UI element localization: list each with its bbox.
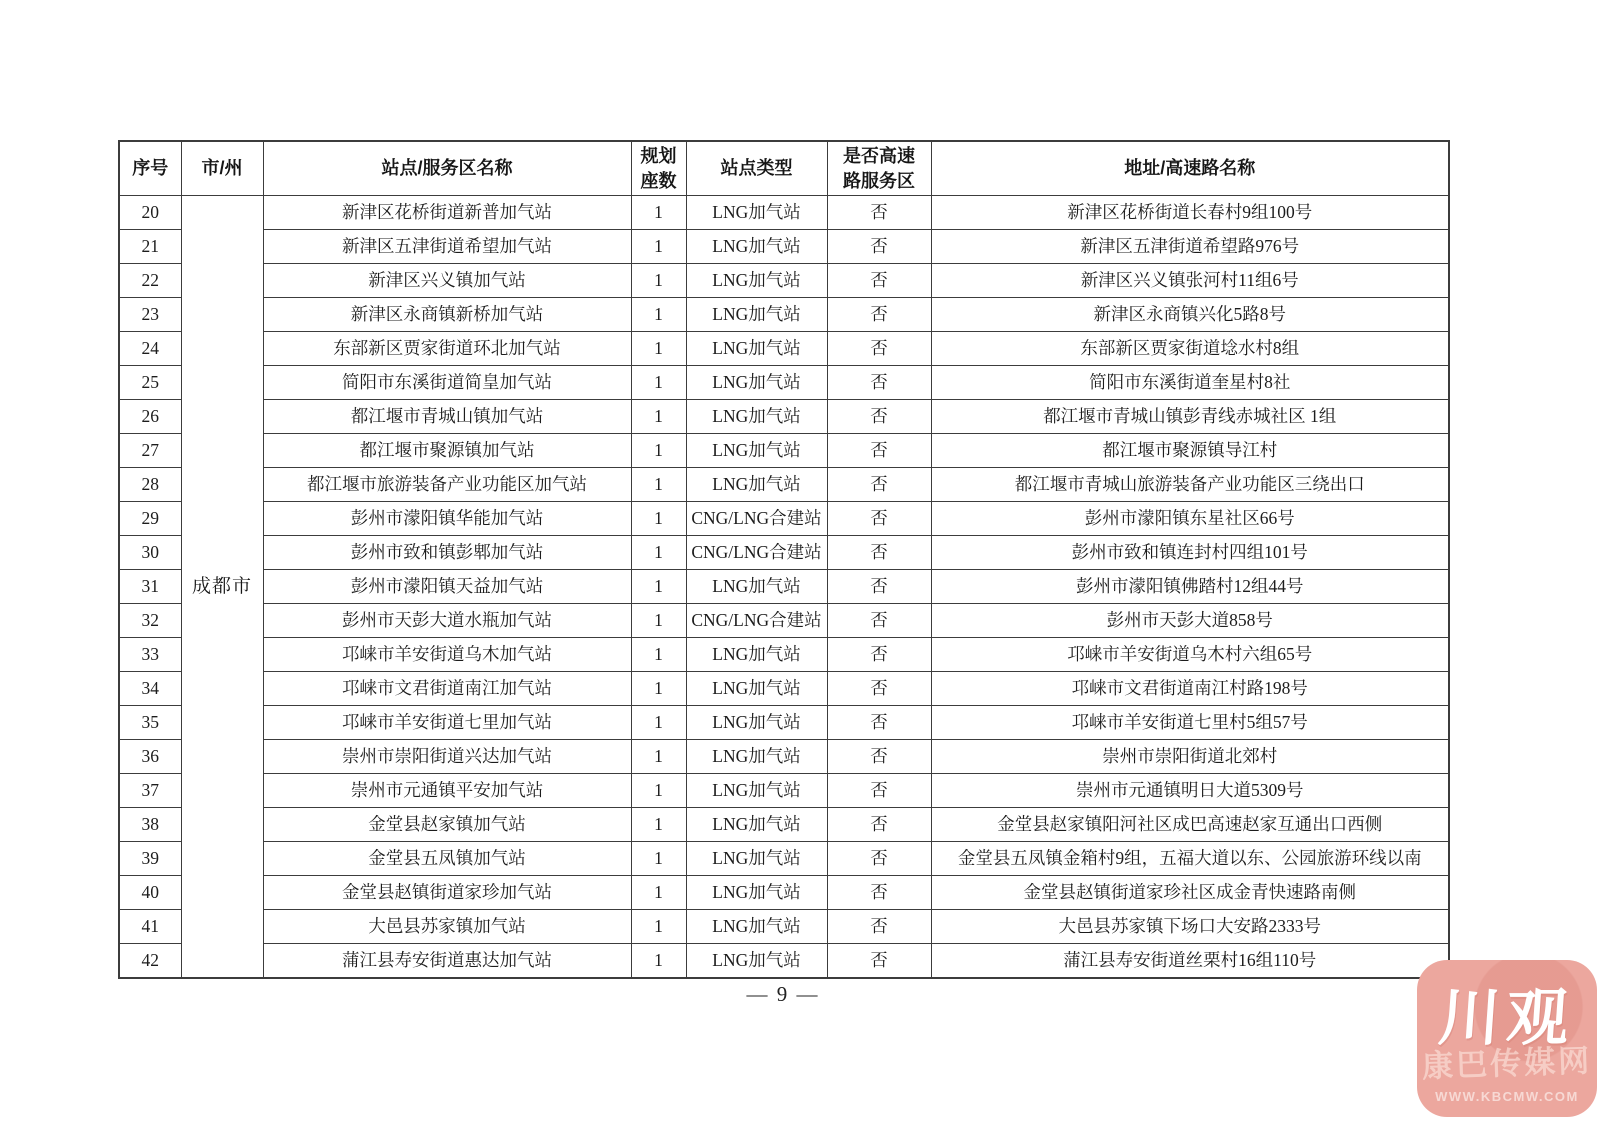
cell-planned-seats: 1 — [631, 638, 686, 672]
cell-planned-seats: 1 — [631, 842, 686, 876]
cell-planned-seats: 1 — [631, 502, 686, 536]
table-row — [119, 400, 1449, 434]
table-row — [119, 570, 1449, 604]
cell-station-name: 都江堰市青城山镇加气站 — [263, 400, 631, 434]
cell-serial-number: 32 — [119, 604, 181, 638]
cell-station-name: 彭州市致和镇彭郫加气站 — [263, 536, 631, 570]
table-row — [119, 196, 1449, 230]
cell-station-type: CNG/LNG合建站 — [686, 604, 827, 638]
cell-address: 彭州市濛阳镇佛踏村12组44号 — [931, 570, 1449, 604]
header-serial-number: 序号 — [119, 141, 181, 196]
cell-serial-number: 23 — [119, 298, 181, 332]
cell-address: 都江堰市青城山旅游装备产业功能区三绕出口 — [931, 468, 1449, 502]
cell-station-type: LNG加气站 — [686, 468, 827, 502]
cell-planned-seats: 1 — [631, 230, 686, 264]
cell-address: 东部新区贾家街道埝水村8组 — [931, 332, 1449, 366]
cell-station-name: 崇州市崇阳街道兴达加气站 — [263, 740, 631, 774]
cell-station-name: 新津区永商镇新桥加气站 — [263, 298, 631, 332]
cell-highway-flag: 否 — [827, 910, 931, 944]
cell-address: 彭州市天彭大道858号 — [931, 604, 1449, 638]
cell-highway-flag: 否 — [827, 434, 931, 468]
cell-highway-flag: 否 — [827, 672, 931, 706]
cell-station-type: LNG加气站 — [686, 774, 827, 808]
cell-address: 崇州市元通镇明日大道5309号 — [931, 774, 1449, 808]
watermark-site-name: 康巴传媒网 — [1421, 1043, 1593, 1084]
cell-highway-flag: 否 — [827, 808, 931, 842]
cell-station-type: LNG加气站 — [686, 332, 827, 366]
table-row — [119, 366, 1449, 400]
cell-address: 邛崃市文君街道南江村路198号 — [931, 672, 1449, 706]
cell-station-name: 彭州市濛阳镇华能加气站 — [263, 502, 631, 536]
cell-station-name: 金堂县赵镇街道家珍加气站 — [263, 876, 631, 910]
cell-planned-seats: 1 — [631, 570, 686, 604]
cell-station-type: LNG加气站 — [686, 842, 827, 876]
cell-station-name: 新津区五津街道希望加气站 — [263, 230, 631, 264]
cell-station-type: LNG加气站 — [686, 638, 827, 672]
cell-station-name: 彭州市濛阳镇天益加气站 — [263, 570, 631, 604]
cell-planned-seats: 1 — [631, 808, 686, 842]
cell-serial-number: 36 — [119, 740, 181, 774]
cell-serial-number: 38 — [119, 808, 181, 842]
cell-address: 金堂县赵家镇阳河社区成巴高速赵家互通出口西侧 — [931, 808, 1449, 842]
header-planned-seats: 规划座数 — [631, 141, 686, 196]
cell-serial-number: 29 — [119, 502, 181, 536]
cell-station-type: CNG/LNG合建站 — [686, 502, 827, 536]
table-row — [119, 842, 1449, 876]
cell-address: 大邑县苏家镇下场口大安路2333号 — [931, 910, 1449, 944]
cell-station-name: 东部新区贾家街道环北加气站 — [263, 332, 631, 366]
cell-station-type: LNG加气站 — [686, 298, 827, 332]
cell-serial-number: 41 — [119, 910, 181, 944]
table-row — [119, 604, 1449, 638]
cell-serial-number: 35 — [119, 706, 181, 740]
city-cell: 成都市 — [181, 196, 263, 979]
cell-station-type: LNG加气站 — [686, 706, 827, 740]
header-station-type: 站点类型 — [686, 141, 827, 196]
cell-serial-number: 28 — [119, 468, 181, 502]
cell-planned-seats: 1 — [631, 740, 686, 774]
cell-serial-number: 25 — [119, 366, 181, 400]
cell-planned-seats: 1 — [631, 434, 686, 468]
table-row — [119, 264, 1449, 298]
cell-station-name: 金堂县赵家镇加气站 — [263, 808, 631, 842]
cell-station-type: LNG加气站 — [686, 264, 827, 298]
cell-planned-seats: 1 — [631, 672, 686, 706]
cell-station-type: LNG加气站 — [686, 434, 827, 468]
cell-address: 新津区五津街道希望路976号 — [931, 230, 1449, 264]
cell-highway-flag: 否 — [827, 366, 931, 400]
gas-station-table — [118, 140, 1450, 979]
cell-highway-flag: 否 — [827, 502, 931, 536]
table-row — [119, 808, 1449, 842]
cell-highway-flag: 否 — [827, 706, 931, 740]
cell-station-type: LNG加气站 — [686, 944, 827, 979]
table-row — [119, 230, 1449, 264]
cell-station-name: 邛崃市文君街道南江加气站 — [263, 672, 631, 706]
table-row — [119, 774, 1449, 808]
cell-highway-flag: 否 — [827, 774, 931, 808]
cell-address: 邛崃市羊安街道乌木村六组65号 — [931, 638, 1449, 672]
cell-station-type: LNG加气站 — [686, 196, 827, 230]
cell-planned-seats: 1 — [631, 706, 686, 740]
cell-planned-seats: 1 — [631, 944, 686, 979]
cell-serial-number: 22 — [119, 264, 181, 298]
cell-address: 邛崃市羊安街道七里村5组57号 — [931, 706, 1449, 740]
cell-station-name: 新津区花桥街道新普加气站 — [263, 196, 631, 230]
cell-highway-flag: 否 — [827, 740, 931, 774]
header-highway-service-area: 是否高速路服务区 — [827, 141, 931, 196]
cell-serial-number: 31 — [119, 570, 181, 604]
cell-highway-flag: 否 — [827, 536, 931, 570]
cell-planned-seats: 1 — [631, 468, 686, 502]
table-row — [119, 536, 1449, 570]
cell-station-type: LNG加气站 — [686, 876, 827, 910]
watermark-badge — [1417, 960, 1597, 1117]
cell-serial-number: 26 — [119, 400, 181, 434]
cell-planned-seats: 1 — [631, 876, 686, 910]
cell-station-name: 崇州市元通镇平安加气站 — [263, 774, 631, 808]
cell-station-name: 彭州市天彭大道水瓶加气站 — [263, 604, 631, 638]
cell-address: 新津区永商镇兴化5路8号 — [931, 298, 1449, 332]
cell-station-name: 大邑县苏家镇加气站 — [263, 910, 631, 944]
cell-serial-number: 42 — [119, 944, 181, 979]
cell-serial-number: 34 — [119, 672, 181, 706]
cell-station-name: 邛崃市羊安街道乌木加气站 — [263, 638, 631, 672]
table-row — [119, 740, 1449, 774]
cell-station-type: LNG加气站 — [686, 740, 827, 774]
cell-highway-flag: 否 — [827, 332, 931, 366]
cell-serial-number: 20 — [119, 196, 181, 230]
cell-planned-seats: 1 — [631, 604, 686, 638]
cell-address: 金堂县赵镇街道家珍社区成金青快速路南侧 — [931, 876, 1449, 910]
cell-address: 简阳市东溪街道奎星村8社 — [931, 366, 1449, 400]
table-row — [119, 706, 1449, 740]
table-row — [119, 332, 1449, 366]
table-row — [119, 876, 1449, 910]
cell-serial-number: 30 — [119, 536, 181, 570]
table-row — [119, 910, 1449, 944]
cell-planned-seats: 1 — [631, 910, 686, 944]
cell-station-name: 都江堰市旅游装备产业功能区加气站 — [263, 468, 631, 502]
cell-planned-seats: 1 — [631, 774, 686, 808]
cell-station-type: LNG加气站 — [686, 366, 827, 400]
cell-planned-seats: 1 — [631, 332, 686, 366]
table-row — [119, 944, 1449, 979]
cell-serial-number: 21 — [119, 230, 181, 264]
cell-highway-flag: 否 — [827, 944, 931, 979]
cell-station-type: LNG加气站 — [686, 570, 827, 604]
cell-station-type: LNG加气站 — [686, 230, 827, 264]
cell-highway-flag: 否 — [827, 842, 931, 876]
cell-station-type: CNG/LNG合建站 — [686, 536, 827, 570]
table-row — [119, 672, 1449, 706]
cell-planned-seats: 1 — [631, 264, 686, 298]
cell-station-type: LNG加气站 — [686, 672, 827, 706]
cell-station-type: LNG加气站 — [686, 400, 827, 434]
cell-station-name: 蒲江县寿安街道惠达加气站 — [263, 944, 631, 979]
cell-planned-seats: 1 — [631, 366, 686, 400]
cell-station-type: LNG加气站 — [686, 808, 827, 842]
watermark-site-url: WWW.KBCMW.COM — [1435, 1089, 1579, 1104]
table-row — [119, 638, 1449, 672]
cell-serial-number: 39 — [119, 842, 181, 876]
table-row — [119, 468, 1449, 502]
cell-highway-flag: 否 — [827, 196, 931, 230]
cell-highway-flag: 否 — [827, 604, 931, 638]
header-station-name: 站点/服务区名称 — [263, 141, 631, 196]
cell-highway-flag: 否 — [827, 468, 931, 502]
cell-highway-flag: 否 — [827, 876, 931, 910]
cell-station-name: 简阳市东溪街道简皇加气站 — [263, 366, 631, 400]
cell-station-name: 金堂县五凤镇加气站 — [263, 842, 631, 876]
cell-serial-number: 33 — [119, 638, 181, 672]
cell-address: 新津区兴义镇张河村11组6号 — [931, 264, 1449, 298]
watermark-logo-text: 川观 — [1436, 985, 1577, 1053]
cell-serial-number: 27 — [119, 434, 181, 468]
cell-planned-seats: 1 — [631, 298, 686, 332]
cell-serial-number: 40 — [119, 876, 181, 910]
cell-highway-flag: 否 — [827, 570, 931, 604]
header-address: 地址/高速路名称 — [931, 141, 1449, 196]
table-row — [119, 434, 1449, 468]
cell-planned-seats: 1 — [631, 536, 686, 570]
table-header — [119, 141, 1449, 196]
cell-address: 崇州市崇阳街道北郊村 — [931, 740, 1449, 774]
cell-serial-number: 37 — [119, 774, 181, 808]
cell-highway-flag: 否 — [827, 230, 931, 264]
header-city: 市/州 — [181, 141, 263, 196]
cell-address: 都江堰市青城山镇彭青线赤城社区 1组 — [931, 400, 1449, 434]
cell-station-type: LNG加气站 — [686, 910, 827, 944]
cell-address: 彭州市濛阳镇东星社区66号 — [931, 502, 1449, 536]
table-row — [119, 298, 1449, 332]
cell-planned-seats: 1 — [631, 400, 686, 434]
cell-station-name: 邛崃市羊安街道七里加气站 — [263, 706, 631, 740]
page-number: — 9 — — [746, 982, 820, 1006]
cell-serial-number: 24 — [119, 332, 181, 366]
table-body — [119, 196, 1449, 979]
cell-highway-flag: 否 — [827, 400, 931, 434]
table-row — [119, 502, 1449, 536]
cell-address: 蒲江县寿安街道丝栗村16组110号 — [931, 944, 1449, 979]
cell-station-name: 新津区兴义镇加气站 — [263, 264, 631, 298]
cell-highway-flag: 否 — [827, 298, 931, 332]
cell-address: 彭州市致和镇连封村四组101号 — [931, 536, 1449, 570]
cell-station-name: 都江堰市聚源镇加气站 — [263, 434, 631, 468]
cell-address: 新津区花桥街道长春村9组100号 — [931, 196, 1449, 230]
cell-planned-seats: 1 — [631, 196, 686, 230]
cell-highway-flag: 否 — [827, 264, 931, 298]
header-row — [119, 141, 1449, 196]
cell-highway-flag: 否 — [827, 638, 931, 672]
cell-address: 都江堰市聚源镇导江村 — [931, 434, 1449, 468]
cell-address: 金堂县五凤镇金箱村9组，五福大道以东、公园旅游环线以南 — [931, 842, 1449, 876]
